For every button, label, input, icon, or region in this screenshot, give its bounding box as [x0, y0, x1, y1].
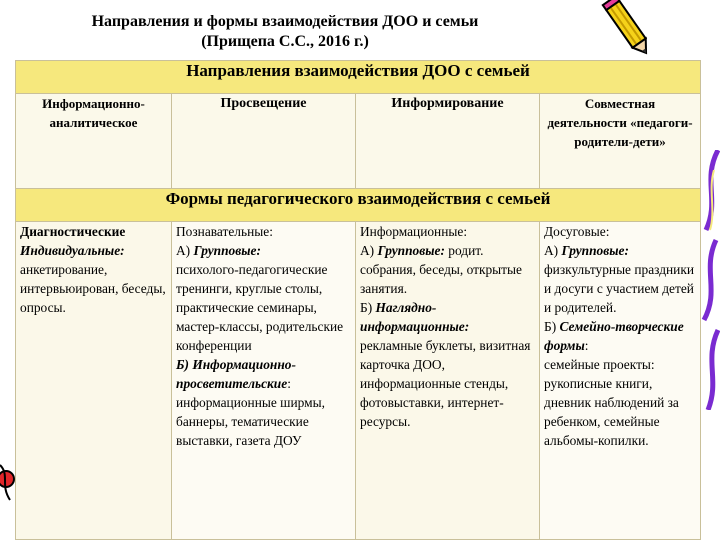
slide-title	[20, 12, 550, 52]
directions-row	[16, 94, 701, 189]
forms-diagnostic-heading: Диагностические	[20, 224, 126, 240]
directions-header-row	[16, 61, 701, 94]
forms-informational-a-prefix: А)	[360, 243, 378, 259]
forms-row	[16, 222, 701, 540]
forms-diagnostic-sub-label: Индивидуальные:	[20, 243, 125, 259]
title-line-1: Направления и формы взаимодействия ДОО и семьи	[91, 13, 479, 30]
forms-informational-b-text: рекламные буклеты, визитная карточка ДОО, информационные стенды, фотовыставки, интернет-ресурсы.	[360, 338, 531, 430]
forms-leisure-a-prefix: А)	[544, 243, 562, 259]
forms-cognitive-b-colon: :	[287, 376, 291, 392]
forms-informational-a-label: Групповые:	[377, 243, 445, 259]
direction-education: Просвещение	[172, 94, 356, 189]
forms-leisure-a-label: Групповые:	[561, 243, 629, 259]
forms-leisure-cell	[540, 222, 701, 540]
swirl-decoration-icon	[0, 455, 16, 505]
forms-cognitive-a-prefix: А)	[176, 243, 194, 259]
forms-leisure-b-prefix: Б)	[544, 319, 560, 335]
forms-leisure-b-text: семейные проекты: рукописные книги, дневник наблюдений за ребенком, семейные альбомы-копилки.	[544, 357, 679, 449]
forms-leisure-b-colon: :	[584, 338, 589, 354]
forms-informational-cell	[356, 222, 540, 540]
forms-leisure-a-text: физкультурные праздники и досуги с участием детей и родителей.	[544, 262, 695, 316]
forms-cognitive-a-label: Групповые:	[193, 243, 261, 259]
forms-informational-heading: Информационные:	[360, 224, 468, 240]
forms-informational-b-label: Наглядно-информационные:	[360, 300, 470, 335]
forms-diagnostic-text: анкетирование, интервьюирован, беседы, опросы.	[20, 262, 166, 316]
directions-header: Направления взаимодействия ДОО с семьей	[16, 61, 701, 94]
forms-cognitive-b-text: информационные ширмы, баннеры, тематические выставки, газета ДОУ	[176, 395, 325, 449]
forms-cognitive-heading: Познавательные:	[176, 224, 273, 240]
forms-diagnostic-cell	[16, 222, 172, 540]
forms-cognitive-a-text: психолого-педагогические тренинги, круглые столы, практические семинары, мастер-классы, родительские конференции	[176, 262, 344, 354]
forms-leisure-b-label: Семейно-творческие формы	[544, 319, 684, 354]
forms-cognitive-cell	[172, 222, 356, 540]
forms-informational-a-text: родит. собрания, беседы, открытые занятия.	[360, 243, 522, 297]
forms-header: Формы педагогического взаимодействия с семьей	[16, 189, 701, 222]
forms-informational-b-prefix: Б)	[360, 300, 376, 316]
pencil-clipart-icon	[600, 0, 660, 60]
direction-informing: Информирование	[356, 94, 540, 189]
forms-header-row	[16, 189, 701, 222]
title-line-2: (Прищепа С.С., 2016 г.)	[201, 33, 369, 50]
forms-cognitive-b-label: Б) Информационно-просветительские	[176, 357, 296, 392]
direction-joint-activity: Совместная деятельности «педагоги-родители-дети»	[540, 94, 701, 189]
swirl-decoration-icon	[700, 150, 720, 410]
direction-analytic: Информационно-аналитическое	[16, 94, 172, 189]
interaction-table	[15, 60, 701, 540]
forms-leisure-heading: Досуговые:	[544, 224, 610, 240]
